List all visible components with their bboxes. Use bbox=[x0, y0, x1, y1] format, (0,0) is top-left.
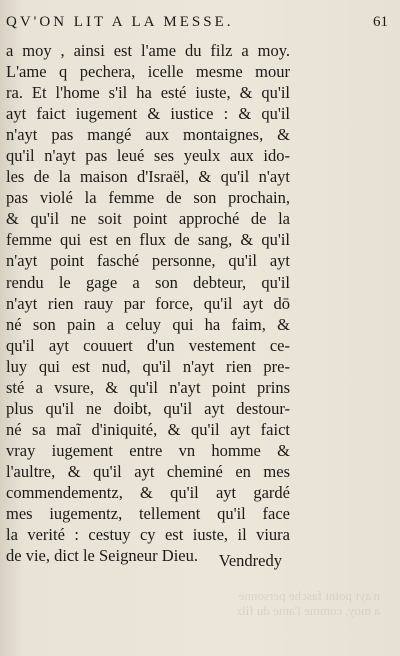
running-head: QV'ON LIT A LA MESSE. bbox=[6, 14, 234, 30]
text-line: mes iugementz, tellement qu'il face bbox=[6, 504, 290, 524]
text-line: & qu'il ne soit point approché de la bbox=[6, 209, 290, 229]
text-line: n'ayt point fasché personne, qu'il ayt bbox=[6, 251, 290, 271]
show-through-bleed: n'ayt point fasché personne a moy, comme l'ame du filz bbox=[236, 588, 380, 618]
text-line: plus qu'il ne doibt, qu'il ayt destour- bbox=[6, 398, 290, 418]
text-line: pas violé la femme de son prochain, bbox=[6, 188, 290, 208]
catchword: Vendredy bbox=[218, 551, 282, 570]
text-line: commendementz, & qu'il ayt gardé bbox=[6, 482, 290, 502]
text-line: ayt faict iugement & iustice : & qu'il bbox=[6, 104, 290, 124]
body-text bbox=[6, 40, 290, 566]
page-header bbox=[6, 14, 390, 38]
text-line: L'ame q pechera, icelle mesme mour bbox=[6, 62, 290, 82]
text-line: rendu le gage a son debteur, qu'il bbox=[6, 272, 290, 292]
text-line: ra. Et l'home s'il ha esté iuste, & qu'il bbox=[6, 83, 290, 103]
text-line: n'ayt pas mangé aux montaignes, & bbox=[6, 125, 290, 145]
text-line: les de la maison d'Israël, & qu'il n'ayt bbox=[6, 167, 290, 187]
text-line: femme qui est en flux de sang, & qu'il bbox=[6, 230, 290, 250]
text-line: sté a vsure, & qu'il n'ayt point prins bbox=[6, 377, 290, 397]
page-number: 61 bbox=[373, 14, 388, 30]
text-line: l'aultre, & qu'il ayt cheminé en mes bbox=[6, 461, 290, 481]
text-line: luy qui est nud, qu'il n'ayt rien pre- bbox=[6, 356, 290, 376]
text-line: la verité : cestuy cy est iuste, il viura bbox=[6, 525, 290, 545]
text-line: qu'il n'ayt pas leué ses yeulx aux ido- bbox=[6, 146, 290, 166]
text-line: a moy , ainsi est l'ame du filz a moy. bbox=[6, 41, 290, 60]
text-line: vray iugement entre vn homme & bbox=[6, 440, 290, 460]
text-line: né son pain a celuy qui ha faim, & bbox=[6, 314, 290, 334]
text-line: né sa maĩ d'iniquité, & qu'il ayt faict bbox=[6, 419, 290, 439]
text-line: n'ayt rien rauy par force, qu'il ayt dō bbox=[6, 293, 290, 313]
text-line: de vie, dict le Seigneur Dieu. bbox=[6, 546, 198, 566]
text-line: qu'il ayt couuert d'un vestement ce- bbox=[6, 335, 290, 355]
